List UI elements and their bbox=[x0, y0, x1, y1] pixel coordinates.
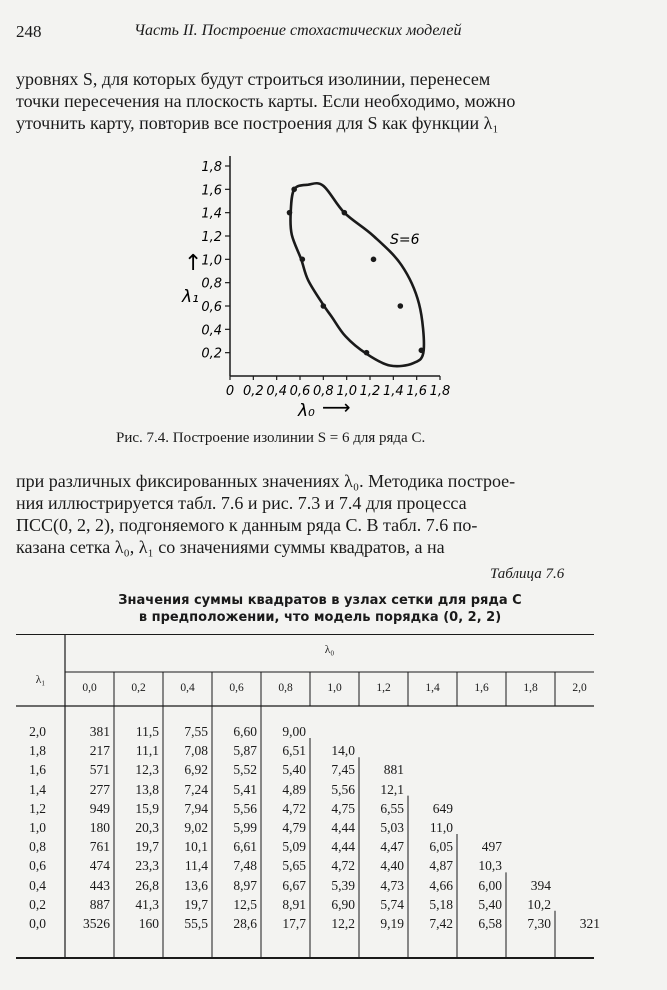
column-header: 0,8 bbox=[278, 682, 293, 694]
table-cell: 5,18 bbox=[429, 896, 453, 912]
table-cell: 9,19 bbox=[380, 916, 404, 931]
text-line: при различных фиксированных значениях λ₀. Методика построе- bbox=[16, 471, 516, 491]
table-cell: 277 bbox=[89, 781, 110, 797]
table-cell: 8,97 bbox=[233, 877, 257, 893]
x-tick-label: 1,4 bbox=[382, 384, 404, 399]
table-cell: 10,3 bbox=[478, 858, 502, 874]
table-cell: 5,41 bbox=[233, 781, 257, 797]
table-title-line: Значения суммы квадратов в узлах сетки для ряда C bbox=[118, 593, 522, 608]
y-tick-label: 1,2 bbox=[201, 229, 222, 245]
table-cell: 5,65 bbox=[282, 858, 306, 874]
table-cell: 7,94 bbox=[184, 800, 208, 816]
table-cell: 4,47 bbox=[380, 839, 404, 855]
table-cell: 5,40 bbox=[282, 762, 306, 778]
y-tick-label: 0,2 bbox=[201, 346, 222, 362]
table-cell: 41,3 bbox=[135, 896, 159, 912]
text-line: казана сетка λ₀, λ₁ со значениями суммы квадратов, а на bbox=[16, 537, 445, 557]
table-cell: 5,09 bbox=[282, 839, 306, 855]
x-tick-label: 1,6 bbox=[406, 384, 428, 399]
page-number: 248 bbox=[16, 22, 42, 41]
table-cell: 28,6 bbox=[233, 916, 257, 931]
table-cell: 11,0 bbox=[429, 820, 453, 835]
row-label: 2,0 bbox=[29, 724, 46, 739]
table-cell: 12,5 bbox=[233, 896, 257, 912]
curve-point bbox=[398, 303, 404, 309]
table-cell: 10,2 bbox=[527, 896, 551, 912]
y-tick-label: 1,0 bbox=[201, 253, 222, 269]
table-cell: 180 bbox=[89, 820, 110, 835]
x-tick-label: 0,2 bbox=[242, 384, 264, 399]
row-label: 1,8 bbox=[29, 743, 46, 759]
table-cell: 4,87 bbox=[429, 858, 453, 874]
table-cell: 3526 bbox=[83, 916, 110, 931]
table-cell: 19,7 bbox=[184, 896, 208, 912]
text-line: ния иллюстрируется табл. 7.6 и рис. 7.3 и 7.4 для процесса bbox=[16, 493, 467, 513]
table-cell: 6,05 bbox=[429, 839, 453, 855]
column-header: 1,8 bbox=[523, 682, 538, 694]
column-header: 0,2 bbox=[131, 682, 146, 694]
table-cell: 6,61 bbox=[233, 839, 257, 855]
column-header: 1,2 bbox=[376, 682, 391, 694]
table-cell: 4,75 bbox=[331, 800, 355, 816]
table-label: Таблица 7.6 bbox=[490, 566, 565, 582]
x-tick-label: 1,8 bbox=[429, 384, 451, 399]
figure-caption: Рис. 7.4. Построение изолинии S = 6 для ряда C. bbox=[116, 430, 426, 446]
curve-point bbox=[287, 210, 293, 216]
table-cell: 394 bbox=[530, 877, 551, 893]
table-cell: 9,02 bbox=[184, 820, 208, 835]
table-cell: 19,7 bbox=[135, 839, 159, 855]
table-cell: 12,1 bbox=[380, 781, 404, 797]
row-label: 0,4 bbox=[29, 877, 46, 893]
table-cell: 5,03 bbox=[380, 820, 404, 835]
table-cell: 6,92 bbox=[184, 762, 208, 778]
x-tick-label: 0,6 bbox=[289, 384, 311, 399]
table-cell: 11,5 bbox=[135, 724, 159, 739]
curve-point bbox=[342, 210, 348, 216]
table-cell: 474 bbox=[89, 858, 110, 874]
table-cell: 23,3 bbox=[135, 858, 159, 874]
table-cell: 11,1 bbox=[135, 743, 159, 759]
x-tick-label: 1,2 bbox=[359, 384, 381, 399]
table-cell: 12,3 bbox=[135, 762, 159, 778]
row-label: 0,6 bbox=[29, 858, 46, 874]
table-cell: 14,0 bbox=[331, 743, 355, 759]
table-cell: 11,4 bbox=[184, 858, 208, 874]
table-cell: 4,44 bbox=[331, 839, 355, 855]
x-tick-label: 1,0 bbox=[336, 384, 358, 399]
table-cell: 13,6 bbox=[184, 877, 208, 893]
column-header: 0,4 bbox=[180, 682, 195, 694]
table-cell: 7,42 bbox=[429, 916, 453, 931]
table-cell: 949 bbox=[89, 800, 110, 816]
table-cell: 381 bbox=[89, 724, 110, 739]
table-cell: 5,56 bbox=[331, 781, 355, 797]
table-cell: 20,3 bbox=[135, 820, 159, 835]
table-cell: 321 bbox=[579, 916, 600, 931]
table-cell: 571 bbox=[89, 762, 110, 778]
table-cell: 4,89 bbox=[282, 781, 306, 797]
table-cell: 7,48 bbox=[233, 858, 257, 874]
curve-point bbox=[291, 187, 297, 193]
table-cell: 761 bbox=[89, 839, 110, 855]
page-header bbox=[16, 22, 630, 46]
isoline-chart bbox=[178, 144, 468, 429]
x-tick-label: 0,8 bbox=[312, 384, 334, 399]
column-header: 1,4 bbox=[425, 682, 440, 694]
table-cell: 13,8 bbox=[135, 781, 159, 797]
table-cell: 4,73 bbox=[380, 877, 404, 893]
x-axis-label: λ₀ bbox=[298, 401, 315, 421]
table-cell: 7,30 bbox=[527, 916, 551, 931]
text-line: ПСС(0, 2, 2), подгоняемого к данным ряда C. В табл. 7.6 по- bbox=[16, 515, 478, 535]
table-cell: 497 bbox=[481, 839, 502, 855]
figure-7-4 bbox=[178, 144, 468, 429]
text-line: уровнях S, для которых будут строиться изолинии, перенесем bbox=[16, 69, 491, 89]
table-cell: 12,2 bbox=[331, 916, 355, 931]
curve-point bbox=[419, 348, 425, 354]
y-axis-label: λ₁ bbox=[182, 287, 199, 307]
table-cell: 6,58 bbox=[478, 916, 502, 931]
y-tick-label: 1,6 bbox=[201, 183, 222, 199]
text-line: уточнить карту, повторив все построения для S как функции λ₁ bbox=[16, 113, 499, 133]
y-tick-label: 0,6 bbox=[201, 299, 222, 315]
curve-point bbox=[321, 303, 327, 309]
table-cell: 881 bbox=[383, 762, 404, 778]
table-cell: 7,24 bbox=[184, 781, 208, 797]
column-header: 1,0 bbox=[327, 682, 342, 694]
y-tick-label: 1,4 bbox=[201, 206, 222, 222]
row-label: 0,2 bbox=[29, 896, 46, 912]
y-arrow: ↑ bbox=[184, 251, 203, 276]
table-cell: 4,79 bbox=[282, 820, 306, 835]
table-cell: 4,44 bbox=[331, 820, 355, 835]
row-label: 0,8 bbox=[29, 839, 46, 855]
curve-point bbox=[300, 257, 306, 263]
row-label: 0,0 bbox=[29, 916, 46, 931]
table-cell: 6,00 bbox=[478, 877, 502, 893]
table-cell: 4,72 bbox=[282, 800, 306, 816]
row-label: 1,6 bbox=[29, 762, 46, 778]
paragraph-middle bbox=[16, 470, 630, 558]
row-label: 1,4 bbox=[29, 781, 46, 797]
y-tick-label: 0,8 bbox=[201, 276, 222, 292]
column-group-header: λ₀ bbox=[324, 644, 335, 656]
table-cell: 7,45 bbox=[331, 762, 355, 778]
x-arrow: ⟶ bbox=[322, 395, 351, 419]
column-header: 1,6 bbox=[474, 682, 489, 694]
table-cell: 8,91 bbox=[282, 896, 306, 912]
running-title: Часть II. Построение стохастических моделей bbox=[134, 22, 462, 39]
table-cell: 5,87 bbox=[233, 743, 257, 759]
table-cell: 6,51 bbox=[282, 743, 306, 759]
table-cell: 5,39 bbox=[331, 877, 355, 893]
table-cell: 10,1 bbox=[184, 839, 208, 855]
table-cell: 887 bbox=[89, 896, 110, 912]
table-cell: 7,55 bbox=[184, 724, 208, 739]
isoline-curve bbox=[290, 183, 423, 366]
table-cell: 4,40 bbox=[380, 858, 404, 874]
table-cell: 17,7 bbox=[282, 916, 306, 931]
column-header: 0,6 bbox=[229, 682, 244, 694]
curve-point bbox=[371, 257, 377, 263]
table-cell: 443 bbox=[89, 877, 110, 893]
table-cell: 55,5 bbox=[184, 916, 208, 931]
table-cell: 5,40 bbox=[478, 896, 502, 912]
table-cell: 7,08 bbox=[184, 743, 208, 759]
row-header-label: λ₁ bbox=[35, 674, 46, 686]
x-tick-label: 0,4 bbox=[266, 384, 288, 399]
table-title-line: в предположении, что модель порядка (0, 2, 2) bbox=[138, 610, 502, 625]
table-cell: 5,74 bbox=[380, 896, 404, 912]
column-header: 2,0 bbox=[572, 682, 587, 694]
table-cell: 4,72 bbox=[331, 858, 355, 874]
table-cell: 5,56 bbox=[233, 800, 257, 816]
table-cell: 5,52 bbox=[233, 762, 257, 778]
table-cell: 6,55 bbox=[380, 800, 404, 816]
table-cell: 6,60 bbox=[233, 724, 257, 739]
table-cell: 26,8 bbox=[135, 877, 159, 893]
table-cell: 649 bbox=[432, 800, 453, 816]
column-header: 0,0 bbox=[82, 682, 97, 694]
table-cell: 6,67 bbox=[282, 877, 306, 893]
table-cell: 9,00 bbox=[282, 724, 306, 739]
y-tick-label: 1,8 bbox=[201, 159, 222, 175]
row-label: 1,0 bbox=[29, 820, 46, 835]
curve-label: S=6 bbox=[390, 232, 420, 248]
text-line: точки пересечения на плоскость карты. Если необходимо, можно bbox=[16, 91, 516, 111]
table-cell: 6,90 bbox=[331, 896, 355, 912]
table-cell: 5,99 bbox=[233, 820, 257, 835]
y-tick-label: 0,4 bbox=[201, 323, 222, 339]
table-cell: 4,66 bbox=[429, 877, 453, 893]
table-cell: 217 bbox=[89, 743, 110, 759]
table-cell: 15,9 bbox=[135, 800, 159, 816]
table-cell: 160 bbox=[138, 916, 159, 931]
x-tick-label: 0 bbox=[225, 384, 235, 399]
table-title bbox=[60, 592, 580, 626]
paragraph-top bbox=[16, 68, 630, 134]
row-label: 1,2 bbox=[29, 800, 46, 816]
curve-point bbox=[364, 350, 370, 356]
data-table-7-6 bbox=[16, 634, 600, 962]
